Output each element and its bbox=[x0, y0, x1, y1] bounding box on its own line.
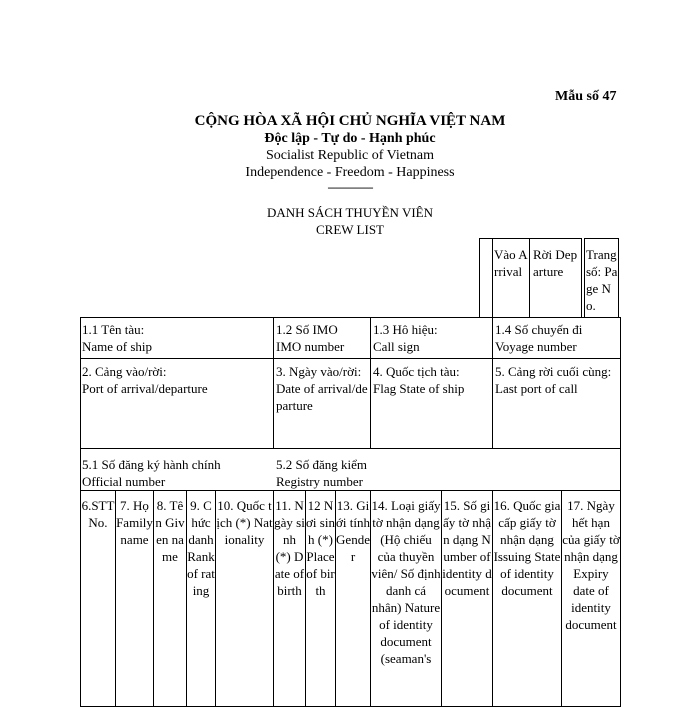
column-header-issuing-state: 16. Quốc gia cấp giấy tờ nhận dạng Issuing State of identity document bbox=[493, 498, 561, 598]
registry-number-field[interactable] bbox=[276, 456, 367, 490]
registry-number-label-en: Registry number bbox=[276, 474, 364, 489]
port-label-en: Port of arrival/departure bbox=[82, 381, 208, 396]
column-divider bbox=[370, 317, 371, 448]
form-number: Mẫu số 47 bbox=[555, 89, 617, 104]
column-header-rank: 9. Chức danh Rank of rating bbox=[187, 498, 215, 598]
column-header-no: 6.STT No. bbox=[81, 498, 115, 530]
imo-number-label-en: IMO number bbox=[276, 339, 345, 354]
call-sign-label: 1.3 Hô hiệu: bbox=[373, 322, 438, 337]
page-number-box[interactable] bbox=[584, 238, 619, 318]
country-heading: CỘNG HÒA XÃ HỘI CHỦ NGHĨA VIỆT NAM bbox=[194, 113, 506, 129]
departure-label: Rời Departure bbox=[533, 247, 578, 279]
column-header-family-name: 7. Họ Family name bbox=[116, 498, 153, 547]
last-port-field[interactable] bbox=[495, 363, 619, 397]
voyage-number-field[interactable] bbox=[495, 321, 582, 355]
column-divider bbox=[273, 317, 274, 448]
motto-en: Independence - Freedom - Happiness bbox=[245, 165, 455, 180]
status-spacer-box bbox=[479, 238, 493, 318]
arrival-label: Vào Arrival bbox=[494, 247, 528, 279]
column-header-id-document-type: 14. Loại giấy tờ nhận dạng (Hộ chiếu của thuyền viên/ Số định danh cá nhân) Nature of identity document (seaman's bbox=[371, 498, 441, 666]
column-divider bbox=[492, 317, 493, 448]
port-label: 2. Cảng vào/rời: bbox=[82, 364, 167, 379]
voyage-number-label-en: Voyage number bbox=[495, 339, 577, 354]
column-header-expiry-date: 17. Ngày hết hạn của giấy tờ nhận dạng Expiry date of identity document bbox=[562, 498, 620, 632]
last-port-label-en: Last port of call bbox=[495, 381, 578, 396]
port-field[interactable] bbox=[82, 363, 208, 397]
date-label: 3. Ngày vào/rời: bbox=[276, 364, 362, 379]
imo-number-field[interactable] bbox=[276, 321, 344, 355]
flag-state-label: 4. Quốc tịch tàu: bbox=[373, 364, 460, 379]
column-header-nationality: 10. Quốc tịch (*) Nationality bbox=[216, 498, 273, 547]
flag-state-field[interactable] bbox=[373, 363, 491, 397]
column-header-place-of-birth: 12 Nơi sinh (*) Place of birth bbox=[306, 498, 335, 598]
country-heading-en: Socialist Republic of Vietnam bbox=[265, 148, 435, 163]
motto: Độc lập - Tự do - Hạnh phúc bbox=[264, 131, 436, 146]
document-title: DANH SÁCH THUYỀN VIÊN bbox=[267, 205, 433, 220]
voyage-number-label: 1.4 Số chuyến đi bbox=[495, 322, 583, 337]
date-field[interactable] bbox=[276, 363, 370, 414]
header-separator: --------------- bbox=[327, 180, 373, 194]
column-header-id-document-number: 15. Số giấy tờ nhận dạng Number of identity document bbox=[442, 498, 492, 598]
document-title-en: CREW LIST bbox=[315, 222, 384, 237]
call-sign-label-en: Call sign bbox=[373, 339, 420, 354]
arrival-box[interactable] bbox=[492, 238, 530, 318]
date-label-en: Date of arrival/departure bbox=[276, 381, 368, 413]
call-sign-field[interactable] bbox=[373, 321, 438, 355]
imo-number-label: 1.2 Số IMO bbox=[276, 322, 338, 337]
ship-name-label-en: Name of ship bbox=[82, 339, 153, 354]
registry-number-label: 5.2 Số đăng kiểm bbox=[276, 457, 367, 472]
last-port-label: 5. Cảng rời cuối cùng: bbox=[495, 364, 612, 379]
column-header-gender: 13. Giới tính Gender bbox=[336, 498, 370, 564]
page-number-label: Trang số: Page No. bbox=[586, 247, 618, 313]
official-number-field[interactable] bbox=[82, 456, 221, 490]
departure-box[interactable] bbox=[529, 238, 582, 318]
row-divider bbox=[80, 490, 621, 491]
flag-state-label-en: Flag State of ship bbox=[373, 381, 465, 396]
ship-name-field[interactable] bbox=[82, 321, 152, 355]
official-number-label-en: Official number bbox=[82, 474, 166, 489]
row-divider bbox=[80, 358, 621, 359]
column-header-given-name: 8. Tên Given name bbox=[155, 498, 185, 564]
official-number-label: 5.1 Số đăng ký hành chính bbox=[82, 457, 221, 472]
column-header-date-of-birth: 11. Ngày sinh (*) Date of birth bbox=[274, 498, 305, 598]
ship-name-label: 1.1 Tên tàu: bbox=[82, 322, 145, 337]
row-divider bbox=[80, 448, 621, 449]
